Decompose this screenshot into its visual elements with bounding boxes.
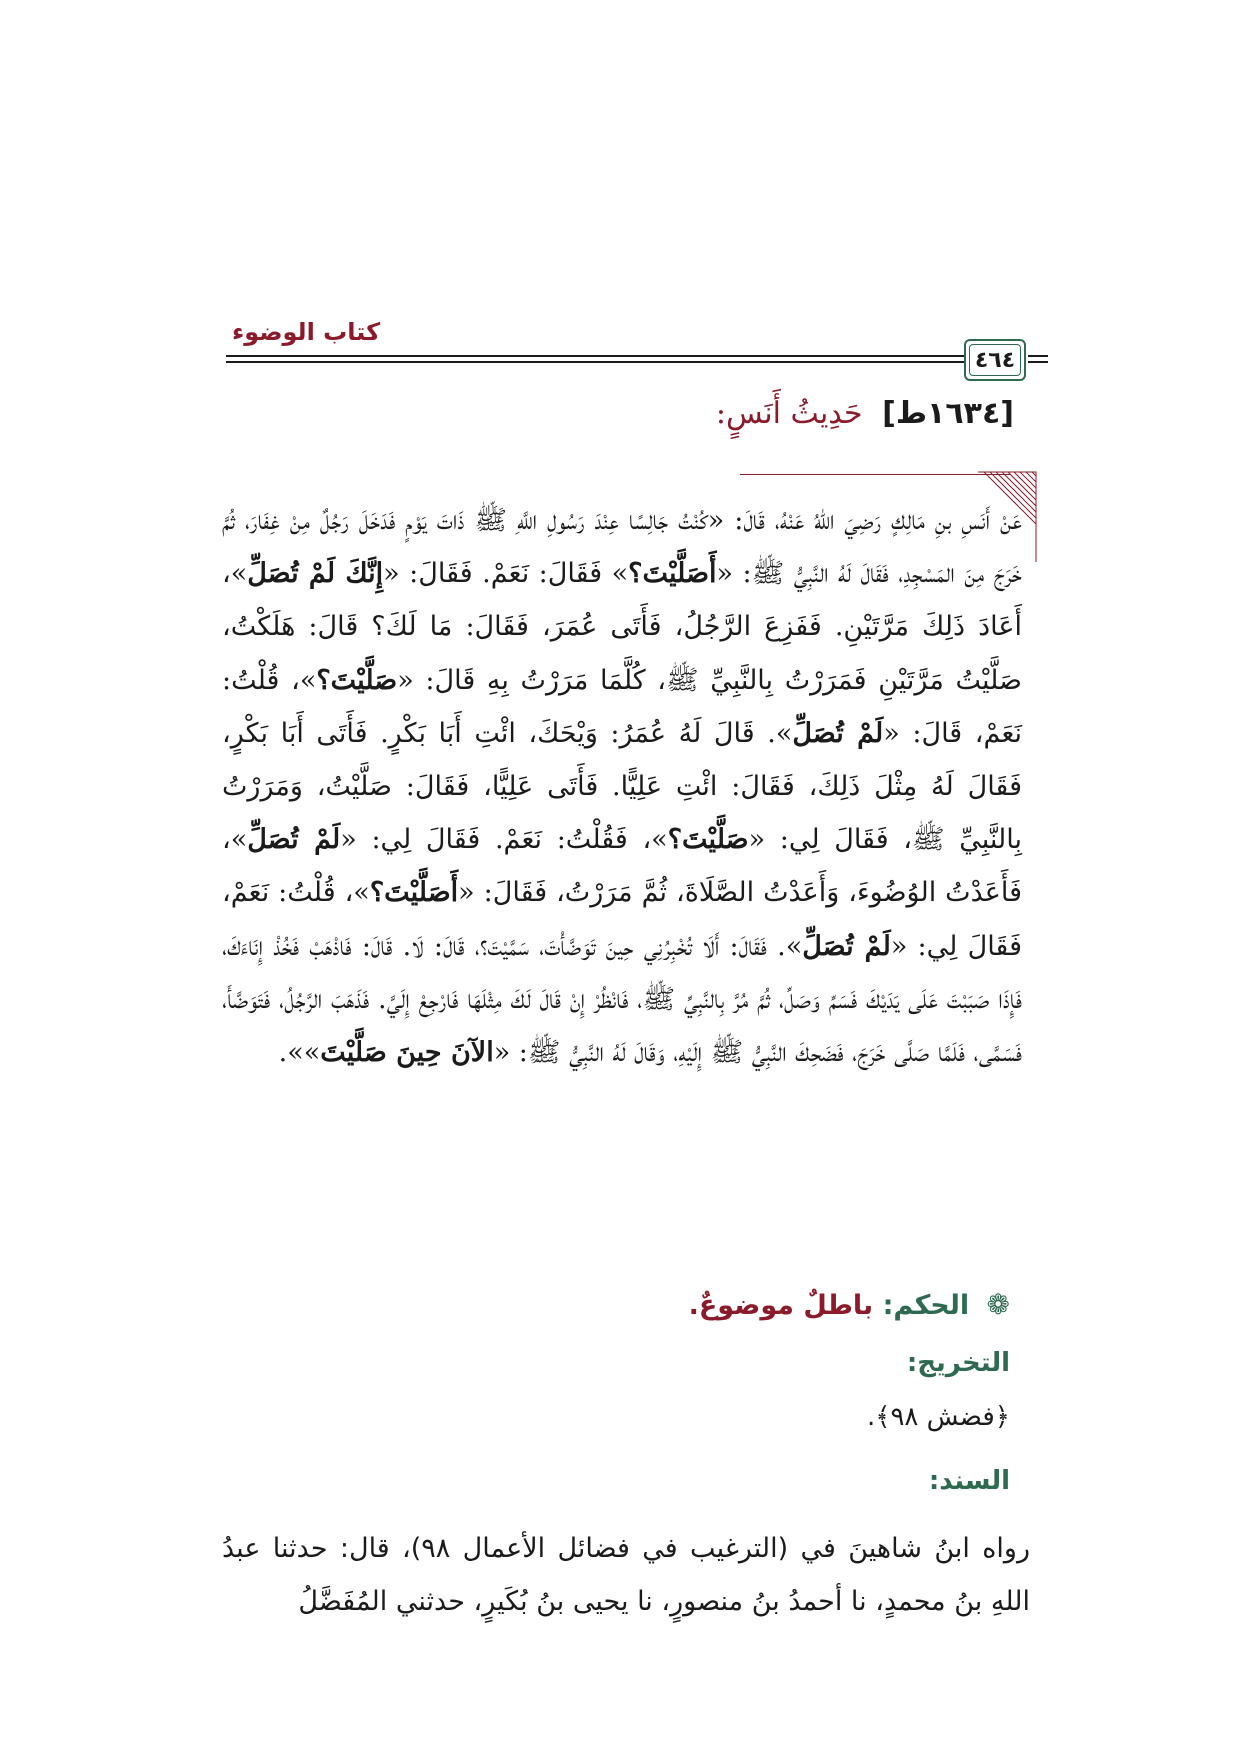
hadith-quote-bold: لَمْ تُصَلِّ: [247, 824, 341, 856]
section-heading: [716, 396, 1014, 431]
header-rule-bottom-right: [1028, 361, 1048, 363]
hadith-quote-bold: إِنَّكَ لَمْ تُصَلِّ: [247, 558, 384, 590]
hadith-segment: »، فَأَعَدْتُ الوُضُوءَ، وَأَعَدْتُ الصَّلَاةَ، ثُمَّ مَرَرْتُ، فَقَالَ: «: [222, 824, 1023, 909]
ruling-label: الحكم:: [882, 1290, 970, 1321]
sanad-text: رواه ابنُ شاهينَ في (الترغيب في فضائل الأعمال ٩٨)، قال: حدثنا عبدُ اللهِ بنُ محمدٍ، نا أحمدُ بنُ منصورٍ، نا يحيى بنُ بُكَيرٍ، حدثني المُفَضَّلُ: [222, 1533, 1030, 1617]
hadith-segment: »، قُلْتُ: نَعَمْ، قَالَ: «: [222, 664, 1022, 749]
hadith-segment: »، قُلْتُ: نَعَمْ، فَقَالَ لِي: «: [222, 877, 1022, 962]
hadith-segment: »، أَعَادَ ذَلِكَ مَرَّتَيْنِ. فَفَزِعَ الرَّجُلُ، فَأَتَى عُمَرَ، فَقَالَ: مَا لَكَ؟ قَالَ: هَلَكْتُ، صَلَّيْتُ مَرَّتَيْنِ فَمَرَرْتُ بِالنَّبِيِّ ﷺ، كُلَّمَا مَرَرْتُ بِهِ قَالَ: «: [222, 558, 1022, 696]
sanad-label: السند:: [928, 1466, 1010, 1496]
hadith-segment: » فَقَالَ: نَعَمْ. فَقَالَ: «: [383, 558, 629, 590]
hadith-quote-bold: صَلَّيْتَ؟: [316, 664, 398, 696]
running-header-book-title: كتاب الوضوء: [232, 318, 381, 346]
hadith-segment: »».: [278, 1037, 321, 1069]
page-number: ٤٦٤: [974, 347, 1016, 373]
hadith-segment: ». فَقَالَ: أَلَا تُخْبِرُنِي حِينَ تَوَضَّأْتَ، سَمَّيْتَ؟، قَالَ: لَا. قَالَ: فَاذْهَبْ فَخُذْ إِنَاءَكَ، فَإِذَا صَبَبْتَ عَلَى يَدَيْكَ فَسَمِّ وَصَلِّ، ثُمَّ مُرَّ بِالنَّبِيِّ ﷺ، فَانْظُرْ إِنْ قَالَ لَكَ مِثْلَهَا فَارْجِعْ إِلَيَّ. فَذَهَبَ الرَّجُلُ، فَتَوَضَّأَ، فَسَمَّى، فَلَمَّا صَلَّى خَرَجَ، فَضَحِكَ النَّبِيُّ ﷺ إِلَيْهِ، وَقَالَ لَهُ النَّبِيُّ ﷺ: «: [222, 930, 1022, 1069]
ruling-value: باطلٌ موضوعٌ.: [688, 1290, 874, 1321]
hadith-quote-bold: لَمْ تُصَلِّ: [792, 717, 884, 749]
hadith-quote-bold: لَمْ تُصَلِّ: [802, 930, 891, 962]
hadith-number: [١٦٣٤ط]: [882, 396, 1014, 431]
ruling-line: [689, 1288, 1010, 1321]
hadith-segment: عَنْ أَنَسِ بنِ مَالِكٍ رَضِيَ اللهُ عَنْهُ، قَالَ: «كُنْتُ جَالِسًا عِنْدَ رَسُولِ اللَّهِ ﷺ ذَاتَ يَوْمٍ فَدَخَلَ رَجُلٌ مِنْ غِفَارَ، ثُمَّ خَرَجَ مِنَ المَسْجِدِ، فَقَالَ لَهُ النَّبِيُّ ﷺ: «: [222, 505, 1022, 590]
page-number-badge: [964, 339, 1026, 381]
hadith-quote-bold: أَصَلَّيْتَ؟: [369, 877, 459, 909]
hadith-text: [222, 494, 1022, 1079]
header-rule-top: [226, 355, 1014, 357]
hadith-segment: ». قَالَ لَهُ عُمَرُ: وَيْحَكَ، ائْتِ أَبَا بَكْرٍ. فَأَتَى أَبَا بَكْرٍ، فَقَالَ لَهُ مِثْلَ ذَلِكَ، فَقَالَ: ائْتِ عَلِيًّا. فَأَتَى عَلِيًّا، فَقَالَ: صَلَّيْتُ، وَمَرَرْتُ بِالنَّبِيِّ ﷺ، فَقَالَ لِي: «: [222, 717, 1022, 856]
header-rule-bottom: [226, 361, 1014, 363]
takhrij-label: التخريج:: [906, 1348, 1010, 1378]
takhrij-reference: ﴿فضش ٩٨﴾.: [866, 1402, 1010, 1432]
header-rule-top-right: [1028, 355, 1048, 357]
hadith-segment: »، فَقُلْتُ: نَعَمْ. فَقَالَ لِي: «: [340, 824, 668, 856]
hadith-quote-bold: أَصَلَّيْتَ؟: [628, 558, 717, 590]
hadith-quote-bold: صَلَّيْتَ؟: [667, 824, 749, 856]
hadith-quote-bold: الآنَ حِينَ صَلَّيْتَ: [320, 1037, 494, 1069]
section-title: حَدِيثُ أَنَسٍ:: [715, 396, 863, 431]
flower-ornament-icon: ❁: [986, 1288, 1010, 1321]
box-top-rule: [740, 474, 1010, 475]
